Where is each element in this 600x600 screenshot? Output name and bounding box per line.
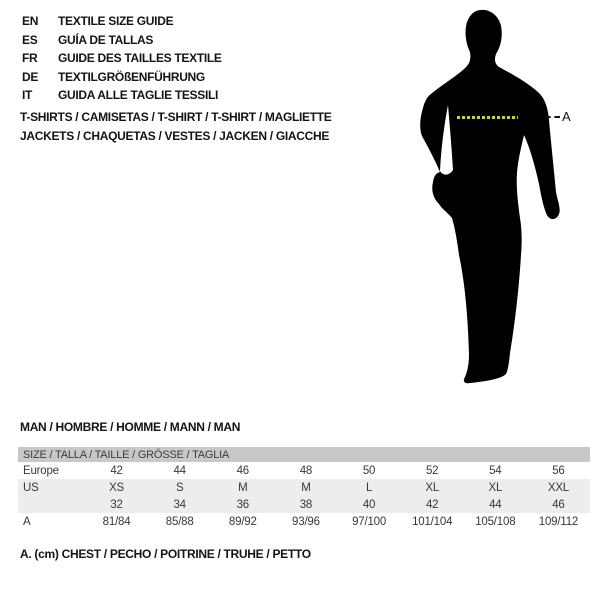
size-cell: 34 [148, 496, 211, 513]
size-cell: 44 [173, 464, 186, 477]
section-title-man: MAN / HOMBRE / HOMME / MANN / MAN [20, 420, 241, 434]
size-cell: 97/100 [352, 515, 387, 528]
size-cell: 52 [425, 464, 439, 477]
table-row-us [18, 479, 590, 496]
size-cell: L [338, 479, 401, 496]
size-cell: 85/88 [165, 515, 194, 528]
size-cell: M [211, 479, 274, 496]
size-table [18, 447, 590, 530]
size-cell: 44 [464, 496, 527, 513]
row-label: Europe [23, 464, 59, 477]
man-silhouette-figure [415, 8, 565, 388]
man-silhouette-icon [415, 8, 565, 388]
chest-measure-dotted-line [457, 116, 518, 119]
chest-measure-footnote: A. (cm) CHEST / PECHO / POITRINE / TRUHE / PETTO [20, 547, 311, 561]
size-cell: XL [401, 479, 464, 496]
size-cell: 54 [489, 464, 502, 477]
table-row-numeric [18, 496, 590, 513]
size-cell: 32 [85, 496, 148, 513]
language-title: GUÍA DE TALLAS [58, 32, 154, 47]
size-cell: 50 [362, 464, 376, 477]
size-cell: 81/84 [102, 515, 131, 528]
size-cell: XL [464, 479, 527, 496]
size-cell: 42 [110, 464, 123, 477]
language-code: EN [22, 14, 39, 28]
size-table-header: SIZE / TALLA / TAILLE / GRÖSSE / TAGLIA [18, 447, 590, 462]
size-cell: 46 [236, 464, 250, 477]
size-cell: 42 [401, 496, 464, 513]
size-cell: 93/96 [292, 515, 320, 528]
size-cell: 38 [274, 496, 337, 513]
category-line-jackets: JACKETS / CHAQUETAS / VESTES / JACKEN / GIACCHE [20, 129, 330, 143]
language-title: GUIDA ALLE TAGLIE TESSILI [58, 88, 219, 102]
size-cell: S [148, 479, 211, 496]
language-row [22, 12, 222, 31]
language-title: TEXTILE SIZE GUIDE [58, 14, 174, 28]
size-cell: 101/104 [412, 515, 453, 528]
table-row-europe [18, 462, 590, 479]
size-cell: XXL [527, 479, 590, 496]
category-lines [20, 108, 332, 146]
language-title: GUIDE DES TAILLES TEXTILE [58, 51, 222, 65]
size-cell: M [274, 479, 337, 496]
language-code: ES [22, 32, 38, 47]
size-cell: 56 [552, 464, 565, 477]
size-cell: 36 [211, 496, 274, 513]
measure-label-a: A [562, 109, 571, 124]
measure-callout-dash [545, 116, 560, 118]
size-cell: 40 [338, 496, 401, 513]
size-cell: 89/92 [228, 515, 257, 528]
language-title: TEXTILGRÖßENFÜHRUNG [58, 69, 205, 84]
language-code: IT [22, 88, 33, 102]
language-row [22, 31, 222, 50]
language-row [22, 68, 222, 87]
size-cell: 109/112 [538, 515, 579, 528]
row-label [18, 496, 85, 513]
size-cell: 46 [527, 496, 590, 513]
size-table-header-row [18, 447, 590, 462]
language-row [22, 49, 222, 68]
language-code: FR [22, 51, 38, 65]
size-cell: 48 [299, 464, 313, 477]
size-cell: XS [85, 479, 148, 496]
row-label: US [18, 479, 85, 496]
category-line-tshirts: T-SHIRTS / CAMISETAS / T-SHIRT / T-SHIRT / MAGLIETTE [20, 110, 332, 124]
size-cell: 105/108 [475, 515, 516, 528]
language-code: DE [22, 69, 39, 84]
language-list [22, 12, 222, 105]
table-row-chest-a [18, 513, 590, 530]
row-label: A [23, 515, 31, 528]
language-row [22, 86, 222, 105]
